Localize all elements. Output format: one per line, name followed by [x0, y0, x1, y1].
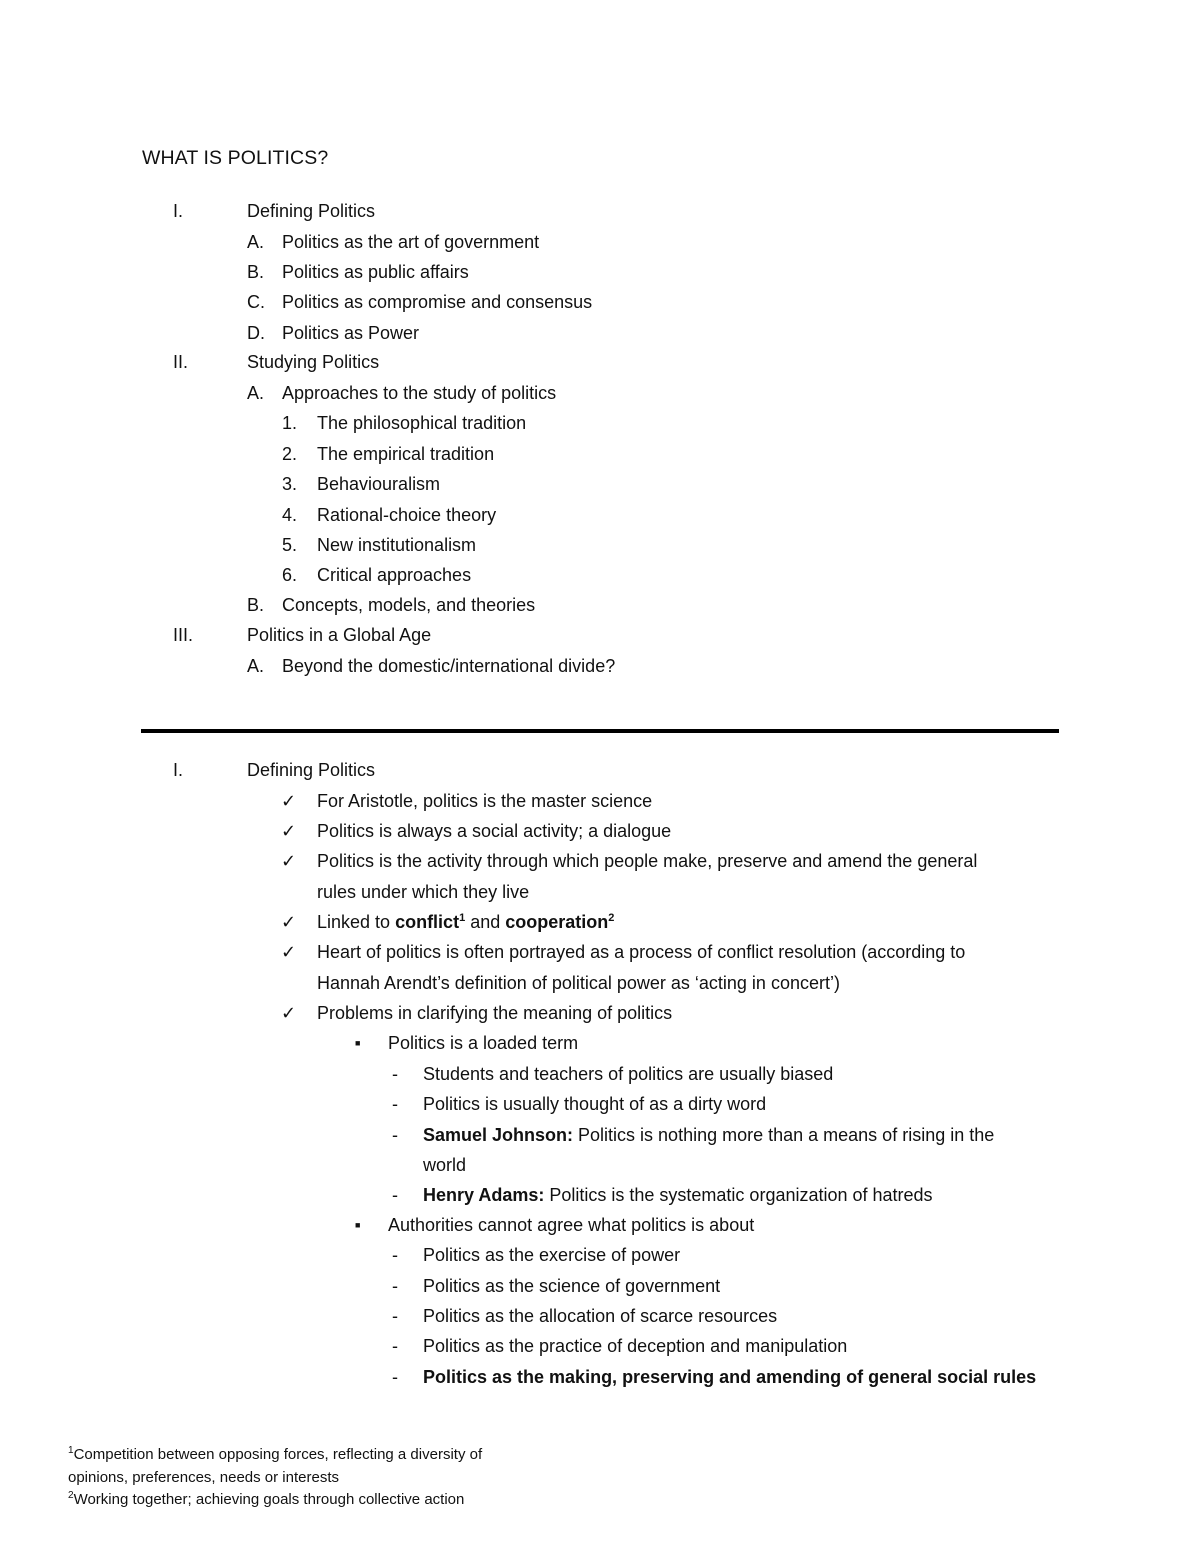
check-icon: ✓ — [281, 942, 297, 962]
outline-letter: A. — [247, 383, 265, 403]
footnotes — [68, 1444, 588, 1512]
dash-item: Politics is usually thought of as a dirty word — [423, 1094, 767, 1114]
outline-heading-2: Studying Politics — [247, 352, 380, 372]
outline-numeral-3: III. — [173, 625, 194, 645]
outline-item: Politics as compromise and consensus — [282, 292, 593, 312]
outline-item: Approaches to the study of politics — [282, 383, 557, 403]
problem-item: Authorities cannot agree what politics is about — [388, 1215, 755, 1235]
document-title: WHAT IS POLITICS? — [142, 147, 329, 169]
linked-middle: and — [465, 912, 506, 932]
outline-item: Concepts, models, and theories — [282, 595, 536, 615]
detail-numeral: I. — [173, 760, 184, 780]
dash-marker: - — [392, 1094, 398, 1114]
dash-item-continued: world — [423, 1155, 467, 1175]
outline-number: 2. — [282, 444, 298, 464]
footnote-1 — [68, 1444, 588, 1467]
outline-item: Politics as public affairs — [282, 262, 469, 282]
check-item: For Aristotle, politics is the master science — [317, 791, 653, 811]
outline-number: 4. — [282, 505, 298, 525]
outline-letter: D. — [247, 323, 265, 343]
check-item-linked — [317, 910, 614, 934]
check-item: Politics is always a social activity; a dialogue — [317, 821, 672, 841]
dash-marker: - — [392, 1125, 398, 1145]
dash-marker: - — [392, 1336, 398, 1356]
outline-heading-1: Defining Politics — [247, 201, 376, 221]
outline-letter: C. — [247, 292, 265, 312]
check-item: Politics is the activity through which people make, preserve and amend the general — [317, 851, 978, 871]
check-item-continued: rules under which they live — [317, 882, 530, 902]
footnote-text: Competition between opposing forces, reflecting a diversity of — [73, 1446, 483, 1463]
outline-subitem: Behaviouralism — [317, 474, 441, 494]
footnote-mark: 1 — [68, 1445, 74, 1456]
dash-item: Politics as the allocation of scarce resources — [423, 1306, 778, 1326]
dash-marker: - — [392, 1245, 398, 1265]
quote-author: Henry Adams: — [423, 1185, 545, 1205]
dash-marker: - — [392, 1306, 398, 1326]
footnote-1-continued — [68, 1467, 588, 1490]
check-icon: ✓ — [281, 912, 297, 932]
dash-item: Politics as the science of government — [423, 1276, 721, 1296]
dash-item: Politics as the practice of deception and manipulation — [423, 1336, 848, 1356]
square-bullet-icon: ■ — [355, 1038, 361, 1048]
outline-subitem: The philosophical tradition — [317, 413, 527, 433]
outline-subitem: Critical approaches — [317, 565, 472, 585]
dash-item: Politics as the exercise of power — [423, 1245, 681, 1265]
outline-letter: B. — [247, 262, 265, 282]
outline-item: Politics as Power — [282, 323, 420, 343]
dash-marker: - — [392, 1276, 398, 1296]
check-icon: ✓ — [281, 821, 297, 841]
outline-numeral-2: II. — [173, 352, 189, 372]
outline-numeral-1: I. — [173, 201, 184, 221]
outline-letter: B. — [247, 595, 265, 615]
check-icon: ✓ — [281, 851, 297, 871]
quote-author: Samuel Johnson: — [423, 1125, 574, 1145]
outline-number: 1. — [282, 413, 298, 433]
check-icon: ✓ — [281, 791, 297, 811]
quote-text: Politics is nothing more than a means of rising in the — [573, 1125, 995, 1145]
quote-text: Politics is the systematic organization of hatreds — [544, 1185, 933, 1205]
term-cooperation: cooperation — [505, 912, 609, 932]
outline-subitem: Rational-choice theory — [317, 505, 497, 525]
outline-item: Beyond the domestic/international divide? — [282, 656, 616, 676]
problem-item: Politics is a loaded term — [388, 1033, 579, 1053]
check-icon: ✓ — [281, 1003, 297, 1023]
check-item: Problems in clarifying the meaning of politics — [317, 1003, 673, 1023]
check-item: Heart of politics is often portrayed as a process of conflict resolution (according to — [317, 942, 966, 962]
footnote-2 — [68, 1489, 588, 1512]
outline-item: Politics as the art of government — [282, 232, 540, 252]
outline-letter: A. — [247, 656, 265, 676]
footnote-mark: 2 — [68, 1490, 74, 1501]
detail-heading: Defining Politics — [247, 760, 376, 780]
dash-marker: - — [392, 1064, 398, 1084]
footnote-text: Working together; achieving goals through collective action — [73, 1491, 465, 1508]
outline-number: 5. — [282, 535, 298, 555]
dash-item: Students and teachers of politics are usually biased — [423, 1064, 834, 1084]
dash-item — [423, 1183, 933, 1207]
footnote-ref-2: 2 — [608, 912, 615, 924]
dash-item — [423, 1123, 994, 1147]
outline-heading-3: Politics in a Global Age — [247, 625, 432, 645]
check-item-continued: Hannah Arendt’s definition of political power as ‘acting in concert’) — [317, 973, 840, 993]
footnote-ref-1: 1 — [459, 912, 466, 924]
square-bullet-icon: ■ — [355, 1220, 361, 1230]
outline-subitem: The empirical tradition — [317, 444, 495, 464]
footnote-text: opinions, preferences, needs or interests — [68, 1468, 339, 1486]
outline-letter: A. — [247, 232, 265, 252]
term-conflict: conflict — [395, 912, 460, 932]
section-divider — [141, 729, 1059, 733]
outline-subitem: New institutionalism — [317, 535, 477, 555]
outline-number: 6. — [282, 565, 298, 585]
dash-item-emphasized: Politics as the making, preserving and amending of general social rules — [423, 1367, 1037, 1387]
outline-number: 3. — [282, 474, 298, 494]
linked-prefix: Linked to — [317, 912, 396, 932]
dash-marker: - — [392, 1185, 398, 1205]
dash-marker: - — [392, 1367, 398, 1387]
